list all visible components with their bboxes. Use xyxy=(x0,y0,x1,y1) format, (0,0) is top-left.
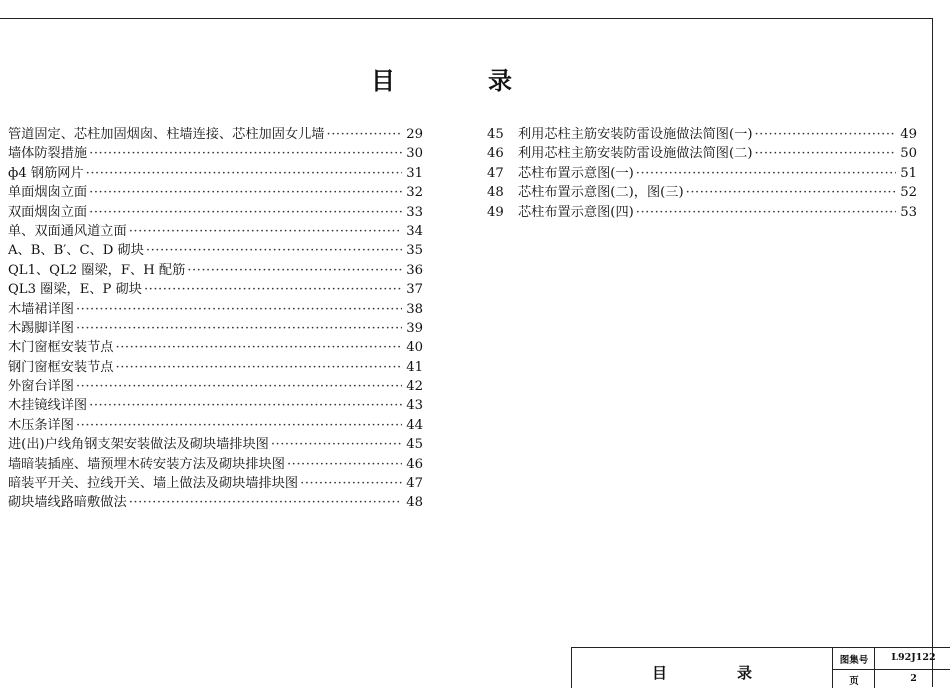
toc-entry-label: 管道固定、芯柱加固烟囱、柱墙连接、芯柱加固女儿墙 xyxy=(8,127,325,142)
toc-entry-page: 51 xyxy=(900,165,917,181)
toc-entry xyxy=(8,375,423,394)
toc-entry-label: 木墙裙详图 xyxy=(8,301,74,317)
toc-entry xyxy=(8,414,423,433)
toc-leader-dots xyxy=(636,205,896,220)
toc-entry-label: A、B、B′、C、D 砌块 xyxy=(8,243,144,259)
toc-entry-label: 双面烟囱立面 xyxy=(8,204,88,220)
page-title-char-2: 录 xyxy=(488,66,512,95)
border-right-line xyxy=(932,18,933,687)
toc-entry-label: 木挂镜线详图 xyxy=(8,398,88,414)
toc-entry xyxy=(487,142,917,161)
toc-leader-dots xyxy=(76,418,402,433)
toc-entry-page: 47 xyxy=(406,476,423,492)
toc-entry xyxy=(8,123,423,142)
toc-entry-page: 45 xyxy=(406,437,423,453)
title-block-char-2: 录 xyxy=(737,664,753,682)
toc-entry xyxy=(8,162,423,181)
toc-entry-label: 芯柱布置示意图(四) xyxy=(518,204,634,220)
toc-leader-dots xyxy=(89,146,402,161)
toc-entry-label: 单面烟囱立面 xyxy=(8,185,88,201)
toc-entry-page: 39 xyxy=(406,320,423,336)
title-block-title xyxy=(572,648,832,688)
toc-entry-page: 48 xyxy=(406,495,423,511)
toc-leader-dots xyxy=(89,205,402,220)
toc-left-column xyxy=(8,123,423,511)
toc-leader-dots xyxy=(89,185,402,200)
title-block-hline xyxy=(832,669,950,670)
toc-leader-dots xyxy=(146,243,402,258)
toc-entry xyxy=(487,201,917,220)
toc-entry-label: 暗装平开关、拉线开关、墙上做法及砌块墙排块图 xyxy=(8,476,299,492)
toc-leader-dots xyxy=(76,379,402,394)
title-block-vline xyxy=(874,648,875,688)
toc-entry xyxy=(8,472,423,491)
toc-entry xyxy=(8,298,423,317)
toc-entry xyxy=(8,220,423,239)
toc-leader-dots xyxy=(89,398,402,413)
title-block xyxy=(571,647,950,688)
toc-leader-dots xyxy=(116,360,403,375)
title-block-char-1: 目 xyxy=(652,664,668,682)
page-label: 页 xyxy=(849,676,859,687)
toc-entry-page: 38 xyxy=(406,301,423,317)
toc-entry-label: QL3 圈梁，E、P 砌块 xyxy=(8,282,142,298)
toc-entry-page: 42 xyxy=(406,379,423,395)
toc-entry-label: 外窗台详图 xyxy=(8,379,74,395)
toc-entry xyxy=(8,142,423,161)
toc-entry xyxy=(487,123,917,142)
toc-entry-number: 47 xyxy=(487,165,504,181)
toc-entry-page: 29 xyxy=(406,127,423,142)
toc-entry xyxy=(487,162,917,181)
toc-entry-page: 44 xyxy=(406,417,423,433)
toc-entry xyxy=(487,181,917,200)
toc-entry xyxy=(8,356,423,375)
toc-entry-page: 37 xyxy=(406,282,423,298)
toc-entry-number: 49 xyxy=(487,204,504,220)
toc-leader-dots xyxy=(287,457,402,472)
toc-entry-page: 36 xyxy=(406,262,423,278)
page-title-char-1: 目 xyxy=(371,66,395,95)
page-value: 2 xyxy=(910,673,917,684)
toc-entry-number: 48 xyxy=(487,185,504,201)
toc-entry-label: 木踢脚详图 xyxy=(8,320,74,336)
toc-entry xyxy=(8,433,423,452)
toc-leader-dots xyxy=(129,224,402,239)
toc-entry-page: 49 xyxy=(900,127,917,142)
toc-entry-number: 45 xyxy=(487,127,504,142)
toc-leader-dots xyxy=(636,166,896,181)
toc-entry-label: 木门窗框安装节点 xyxy=(8,340,114,356)
toc-entry xyxy=(8,491,423,510)
atlas-number-value: L92J122 xyxy=(891,652,936,663)
toc-entry-label: 利用芯柱主筋安装防雷设施做法简图(二) xyxy=(518,146,753,162)
toc-entry xyxy=(8,259,423,278)
toc-entry xyxy=(8,278,423,297)
toc-entry-page: 33 xyxy=(406,204,423,220)
toc-entry-page: 34 xyxy=(406,223,423,239)
toc-leader-dots xyxy=(86,166,402,181)
toc-leader-dots xyxy=(754,146,896,161)
toc-entry xyxy=(8,239,423,258)
toc-leader-dots xyxy=(187,263,402,278)
toc-entry-page: 50 xyxy=(900,146,917,162)
toc-entry-label: 单、双面通风道立面 xyxy=(8,223,127,239)
toc-entry-page: 43 xyxy=(406,398,423,414)
toc-leader-dots xyxy=(76,321,402,336)
toc-entry-page: 53 xyxy=(900,204,917,220)
toc-entry-label: 木压条详图 xyxy=(8,417,74,433)
title-block-divider xyxy=(832,648,833,688)
toc-entry-label: 墙体防裂措施 xyxy=(8,146,88,162)
toc-entry-page: 52 xyxy=(900,185,917,201)
toc-entry xyxy=(8,453,423,472)
border-top-line xyxy=(0,18,932,19)
toc-leader-dots xyxy=(686,185,896,200)
toc-entry xyxy=(8,201,423,220)
toc-entry-label: ф4 钢筋网片 xyxy=(8,165,84,181)
toc-entry-label: 砌块墙线路暗敷做法 xyxy=(8,495,127,511)
toc-entry-number: 46 xyxy=(487,146,504,162)
toc-entry-page: 30 xyxy=(406,146,423,162)
atlas-number-label: 图集号 xyxy=(839,655,869,666)
toc-entry-page: 35 xyxy=(406,243,423,259)
toc-entry xyxy=(8,394,423,413)
toc-entry-page: 41 xyxy=(406,359,423,375)
toc-leader-dots xyxy=(300,476,402,491)
toc-leader-dots xyxy=(144,282,402,297)
toc-leader-dots xyxy=(116,340,403,355)
toc-entry-label: 钢门窗框安装节点 xyxy=(8,359,114,375)
toc-entry-page: 46 xyxy=(406,456,423,472)
toc-entry-page: 40 xyxy=(406,340,423,356)
toc-entry-label: 墙暗装插座、墙预埋木砖安装方法及砌块排块图 xyxy=(8,456,285,472)
toc-leader-dots xyxy=(76,302,402,317)
toc-entry xyxy=(8,317,423,336)
toc-leader-dots xyxy=(271,437,402,452)
toc-right-column xyxy=(487,123,917,220)
toc-leader-dots xyxy=(129,495,402,510)
toc-entry xyxy=(8,181,423,200)
toc-entry-page: 31 xyxy=(406,165,423,181)
toc-leader-dots xyxy=(327,127,403,142)
toc-entry-label: 进(出)户线角钢支架安装做法及砌块墙排块图 xyxy=(8,437,269,453)
toc-leader-dots xyxy=(754,127,896,142)
toc-entry-label: 芯柱布置示意图(二)，图(三) xyxy=(518,185,684,201)
toc-entry-label: 芯柱布置示意图(一) xyxy=(518,165,634,181)
toc-entry-page: 32 xyxy=(406,185,423,201)
toc-entry-label: 利用芯柱主筋安装防雷设施做法简图(一) xyxy=(518,127,753,142)
toc-entry-label: QL1、QL2 圈梁，F、H 配筋 xyxy=(8,262,186,278)
toc-entry xyxy=(8,336,423,355)
